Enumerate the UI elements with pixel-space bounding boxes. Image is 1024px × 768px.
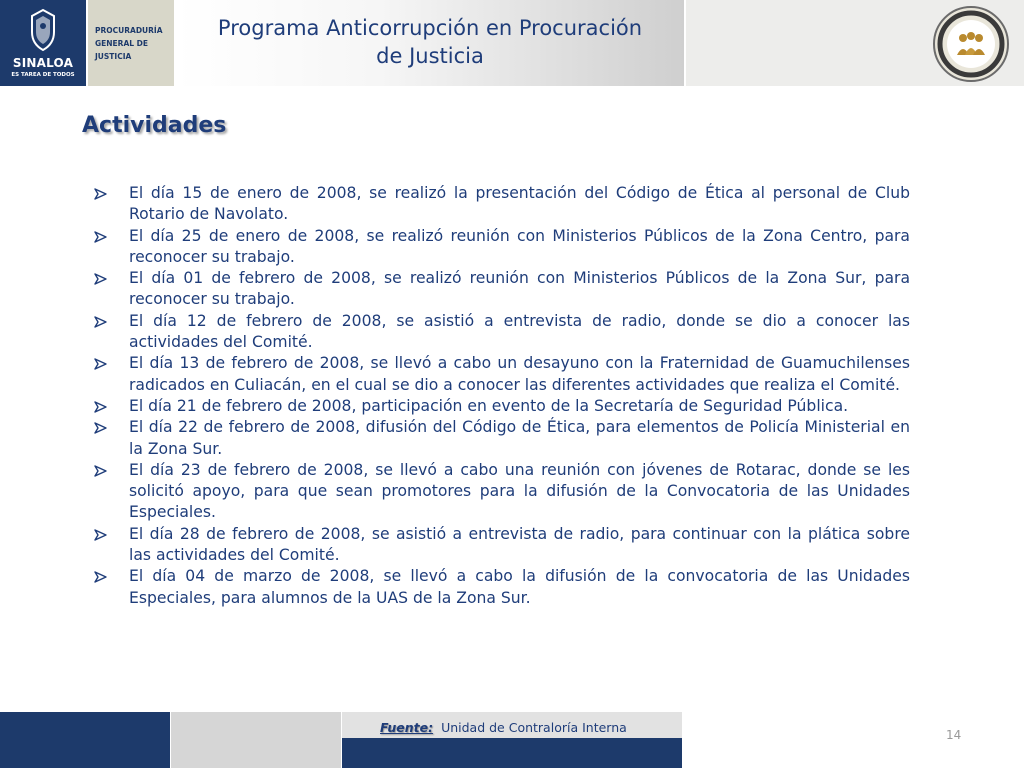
footer-navy-strip: [342, 738, 682, 768]
logo-tagline: ES TAREA DE TODOS: [11, 72, 75, 78]
institution-label: [88, 0, 174, 86]
list-item-text: El día 23 de febrero de 2008, se llevó a cabo una reunión con jóvenes de Rotarac, donde se les solicitó apoyo, para que sean promotores para la difusión de la Convocatoria de las Unidades Especiales.: [129, 460, 910, 522]
list-item-text: El día 21 de febrero de 2008, participación en evento de la Secretaría de Seguridad Pública.: [129, 396, 849, 415]
list-item-text: El día 28 de febrero de 2008, se asistió a entrevista de radio, para continuar con la plática sobre las actividades del Comité.: [129, 524, 910, 565]
list-item: [92, 417, 910, 460]
slide-header: [0, 0, 1024, 86]
institution-line: JUSTICIA: [95, 52, 132, 61]
source-note: [380, 720, 627, 735]
arrow-bullet-icon: [94, 316, 107, 328]
page-number: 14: [946, 728, 962, 742]
list-item: [92, 226, 910, 269]
slide-footer: [0, 712, 1024, 768]
list-item: [92, 396, 910, 417]
list-item: [92, 268, 910, 311]
list-item: [92, 183, 910, 226]
logo-name: SINALOA: [12, 56, 74, 70]
list-item-text: El día 22 de febrero de 2008, difusión del Código de Ética, para elementos de Policía Ministerial en la Zona Sur.: [129, 418, 910, 458]
footer-right-block: [683, 712, 1024, 768]
source-value: Unidad de Contraloría Interna: [441, 720, 627, 735]
footer-navy-block: [0, 712, 170, 768]
list-item-text: El día 04 de marzo de 2008, se llevó a cabo la difusión de la convocatoria de las Unidades Especiales, para alumnos de la UAS de la Zona Sur.: [129, 567, 910, 607]
list-item-text: El día 25 de enero de 2008, se realizó reunión con Ministerios Públicos de la Zona Centro, para reconocer su trabajo.: [129, 226, 910, 266]
slide-title-line-2: de Justicia: [376, 44, 484, 68]
coat-of-arms-icon: [28, 8, 58, 52]
arrow-bullet-icon: [94, 358, 107, 370]
title-banner: [176, 0, 684, 86]
arrow-bullet-icon: [94, 529, 107, 541]
arrow-bullet-icon: [94, 571, 107, 583]
list-item-text: El día 12 de febrero de 2008, se asistió a entrevista de radio, donde se dio a conocer las actividades del Comité.: [129, 311, 910, 352]
sinaloa-logo: [0, 0, 86, 86]
arrow-bullet-icon: [94, 401, 107, 413]
official-seal-icon: [932, 5, 1010, 83]
list-item: [92, 524, 910, 567]
list-item: [92, 460, 910, 524]
list-item: [92, 353, 910, 396]
list-item-text: El día 01 de febrero de 2008, se realizó reunión con Ministerios Públicos de la Zona Sur, para reconocer su trabajo.: [129, 269, 910, 309]
slide-title: [176, 14, 684, 70]
activities-list: [92, 183, 910, 609]
section-title: Actividades: [82, 113, 227, 138]
arrow-bullet-icon: [94, 273, 107, 285]
slide-title-line-1: Programa Anticorrupción en Procuración: [217, 16, 643, 40]
list-item: [92, 311, 910, 354]
arrow-bullet-icon: [94, 188, 107, 200]
footer-grey-block: [171, 712, 341, 768]
arrow-bullet-icon: [94, 422, 107, 434]
source-label: Fuente:: [380, 720, 434, 735]
list-item-text: El día 13 de febrero de 2008, se llevó a cabo un desayuno con la Fraternidad de Guamuchilenses radicados en Culiacán, en el cual se dio a conocer las diferentes actividades que realiza el Comité.: [129, 354, 910, 394]
institution-line: GENERAL DE: [95, 39, 148, 48]
list-item: [92, 566, 910, 609]
arrow-bullet-icon: [94, 465, 107, 477]
institution-line: PROCURADURÍA: [95, 26, 163, 35]
arrow-bullet-icon: [94, 231, 107, 243]
list-item-text: El día 15 de enero de 2008, se realizó la presentación del Código de Ética al personal de Club Rotario de Navolato.: [129, 184, 910, 224]
